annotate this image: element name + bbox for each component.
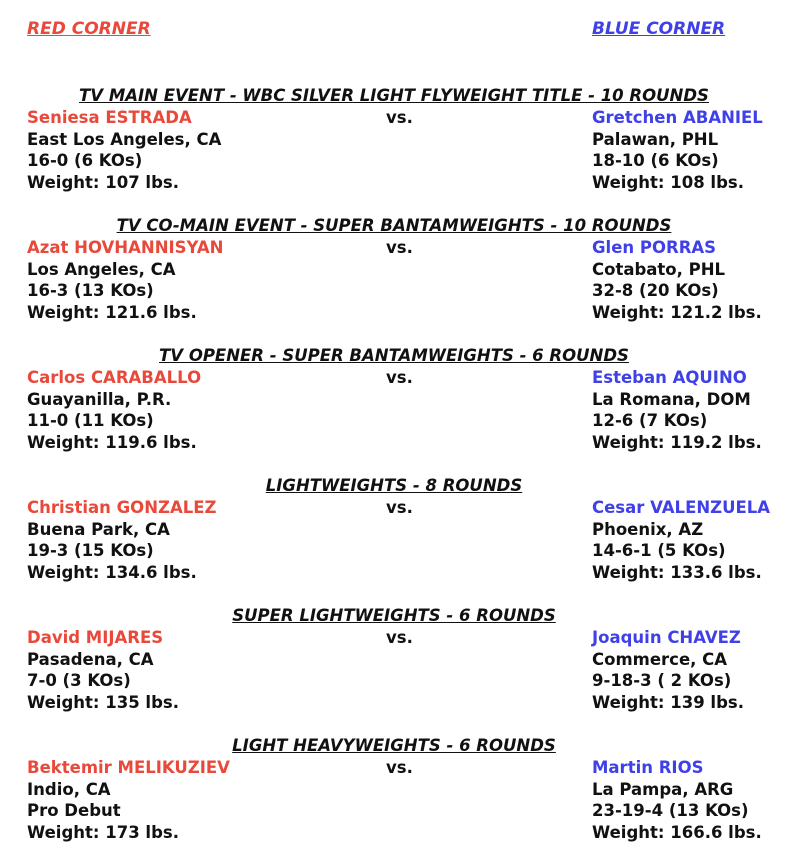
red-fighter-hometown: Pasadena, CA bbox=[27, 649, 154, 669]
blue-fighter-record: 12-6 (7 KOs) bbox=[592, 411, 708, 430]
vs-label: vs. bbox=[386, 628, 413, 647]
blue-fighter-name: Esteban AQUINO bbox=[592, 368, 747, 387]
red-fighter-weight: Weight: 173 lbs. bbox=[27, 822, 179, 842]
bout-4 bbox=[0, 475, 800, 585]
vs-label: vs. bbox=[386, 758, 413, 777]
red-fighter-name: Bektemir MELIKUZIEV bbox=[27, 758, 230, 777]
blue-fighter-weight: Weight: 119.2 lbs. bbox=[592, 432, 762, 452]
bout-title: LIGHT HEAVYWEIGHTS - 6 ROUNDS bbox=[232, 736, 556, 755]
vs-label: vs. bbox=[386, 108, 413, 127]
red-fighter-record: 7-0 (3 KOs) bbox=[27, 671, 131, 690]
bout-5 bbox=[0, 605, 800, 715]
blue-corner-heading: BLUE CORNER bbox=[592, 19, 726, 39]
blue-fighter-weight: Weight: 121.2 lbs. bbox=[592, 302, 762, 322]
red-fighter-record: 16-0 (6 KOs) bbox=[27, 151, 143, 170]
vs-label: vs. bbox=[386, 498, 413, 517]
blue-fighter-hometown: La Pampa, ARG bbox=[592, 779, 734, 799]
red-fighter-hometown: Guayanilla, P.R. bbox=[27, 389, 172, 409]
red-fighter-name: Christian GONZALEZ bbox=[27, 498, 217, 517]
red-fighter-record: Pro Debut bbox=[27, 801, 121, 820]
vs-label: vs. bbox=[386, 368, 413, 387]
red-fighter-name: David MIJARES bbox=[27, 628, 164, 647]
bout-title: LIGHTWEIGHTS - 8 ROUNDS bbox=[265, 476, 523, 495]
red-fighter-name: Carlos CARABALLO bbox=[27, 368, 202, 387]
blue-fighter-record: 32-8 (20 KOs) bbox=[592, 281, 719, 300]
red-fighter-name: Seniesa ESTRADA bbox=[27, 108, 192, 127]
red-fighter-weight: Weight: 121.6 lbs. bbox=[27, 302, 197, 322]
blue-fighter-hometown: Cotabato, PHL bbox=[592, 259, 726, 279]
blue-fighter-record: 14-6-1 (5 KOs) bbox=[592, 541, 726, 560]
red-fighter-hometown: East Los Angeles, CA bbox=[27, 129, 222, 149]
red-fighter-record: 11-0 (11 KOs) bbox=[27, 411, 154, 430]
red-fighter-record: 19-3 (15 KOs) bbox=[27, 541, 154, 560]
bout-title: TV MAIN EVENT - WBC SILVER LIGHT FLYWEIGHT TITLE - 10 ROUNDS bbox=[79, 86, 709, 105]
blue-fighter-record: 18-10 (6 KOs) bbox=[592, 151, 719, 170]
blue-fighter-name: Joaquin CHAVEZ bbox=[592, 628, 741, 647]
bout-6 bbox=[0, 735, 800, 845]
blue-fighter-hometown: Phoenix, AZ bbox=[592, 519, 704, 539]
bout-2 bbox=[0, 215, 800, 325]
bout-1 bbox=[0, 85, 800, 195]
blue-fighter-record: 23-19-4 (13 KOs) bbox=[592, 801, 749, 820]
red-fighter-weight: Weight: 135 lbs. bbox=[27, 692, 179, 712]
red-fighter-weight: Weight: 107 lbs. bbox=[27, 172, 179, 192]
red-corner-heading: RED CORNER bbox=[27, 19, 151, 39]
blue-fighter-hometown: Commerce, CA bbox=[592, 649, 728, 669]
blue-fighter-weight: Weight: 108 lbs. bbox=[592, 172, 744, 192]
red-fighter-record: 16-3 (13 KOs) bbox=[27, 281, 154, 300]
blue-fighter-name: Cesar VALENZUELA bbox=[592, 498, 771, 517]
red-fighter-hometown: Los Angeles, CA bbox=[27, 259, 176, 279]
blue-fighter-name: Gretchen ABANIEL bbox=[592, 108, 763, 127]
bout-title: TV OPENER - SUPER BANTAMWEIGHTS - 6 ROUNDS bbox=[159, 346, 629, 365]
blue-fighter-weight: Weight: 139 lbs. bbox=[592, 692, 744, 712]
red-fighter-weight: Weight: 119.6 lbs. bbox=[27, 432, 197, 452]
bout-3 bbox=[0, 345, 800, 455]
blue-fighter-weight: Weight: 133.6 lbs. bbox=[592, 562, 762, 582]
blue-fighter-weight: Weight: 166.6 lbs. bbox=[592, 822, 762, 842]
red-fighter-name: Azat HOVHANNISYAN bbox=[27, 238, 224, 257]
blue-fighter-hometown: La Romana, DOM bbox=[592, 389, 751, 409]
red-fighter-hometown: Buena Park, CA bbox=[27, 519, 170, 539]
blue-fighter-hometown: Palawan, PHL bbox=[592, 129, 719, 149]
bout-title: SUPER LIGHTWEIGHTS - 6 ROUNDS bbox=[232, 606, 556, 625]
blue-fighter-record: 9-18-3 ( 2 KOs) bbox=[592, 671, 732, 690]
blue-fighter-name: Glen PORRAS bbox=[592, 238, 717, 257]
red-fighter-hometown: Indio, CA bbox=[27, 779, 111, 799]
bout-title: TV CO-MAIN EVENT - SUPER BANTAMWEIGHTS - 10 ROUNDS bbox=[116, 216, 672, 235]
blue-fighter-name: Martin RIOS bbox=[592, 758, 704, 777]
red-fighter-weight: Weight: 134.6 lbs. bbox=[27, 562, 197, 582]
vs-label: vs. bbox=[386, 238, 413, 257]
